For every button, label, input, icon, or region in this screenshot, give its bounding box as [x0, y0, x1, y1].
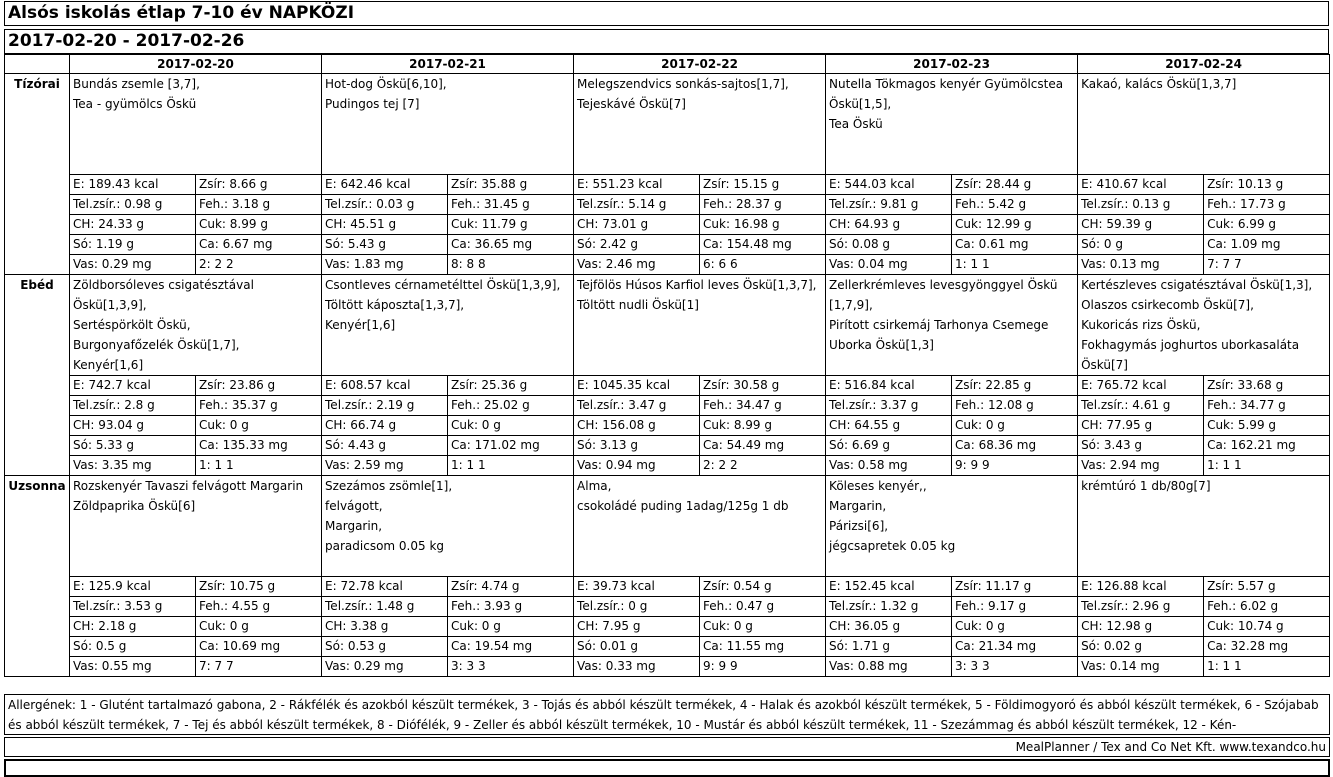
- nutrition-cell: 2: 2 2: [700, 456, 826, 476]
- nutrition-cell: E: 551.23 kcal: [574, 175, 700, 195]
- nutrition-cell: Zsír: 35.88 g: [448, 175, 574, 195]
- nutrition-cell: Só: 5.43 g: [322, 235, 448, 255]
- nutrition-cell: Feh.: 35.37 g: [196, 396, 322, 416]
- food-cell: [322, 275, 574, 376]
- nutrition-cell: 6: 6 6: [700, 255, 826, 275]
- nutrition-cell: CH: 64.55 g: [826, 416, 952, 436]
- nutrition-cell: CH: 93.04 g: [70, 416, 196, 436]
- food-line: Zellerkrémleves levesgyönggyel Öskü: [829, 278, 1058, 292]
- food-cell: [826, 275, 1078, 376]
- nutrition-cell: Ca: 1.09 mg: [1204, 235, 1330, 255]
- nutrition-cell: CH: 24.33 g: [70, 215, 196, 235]
- food-cell: [1078, 74, 1330, 175]
- food-line: Tea Öskü: [829, 117, 883, 131]
- food-cell: [322, 74, 574, 175]
- food-line: Sertéspörkölt Öskü,: [73, 318, 191, 332]
- nutrition-cell: Ca: 32.28 mg: [1204, 637, 1330, 657]
- nutrition-cell: Só: 5.33 g: [70, 436, 196, 456]
- nutrition-cell: Zsír: 28.44 g: [952, 175, 1078, 195]
- nutrition-cell: Zsír: 5.57 g: [1204, 577, 1330, 597]
- date-header: 2017-02-20: [70, 55, 322, 74]
- food-cell: [1078, 476, 1330, 577]
- nutrition-row: [5, 577, 1330, 597]
- meal-label: Uzsonna: [5, 476, 70, 677]
- food-line: Melegszendvics sonkás-sajtos[1,7],: [577, 77, 789, 91]
- food-cell: [826, 74, 1078, 175]
- nutrition-cell: E: 189.43 kcal: [70, 175, 196, 195]
- nutrition-cell: Só: 0.08 g: [826, 235, 952, 255]
- nutrition-cell: CH: 3.38 g: [322, 617, 448, 637]
- nutrition-cell: E: 410.67 kcal: [1078, 175, 1204, 195]
- nutrition-cell: Vas: 3.35 mg: [70, 456, 196, 476]
- nutrition-cell: E: 126.88 kcal: [1078, 577, 1204, 597]
- food-cell: [70, 74, 322, 175]
- nutrition-cell: Tel.zsír.: 9.81 g: [826, 195, 952, 215]
- nutrition-cell: Vas: 0.88 mg: [826, 657, 952, 677]
- nutrition-cell: Só: 3.43 g: [1078, 436, 1204, 456]
- food-line: Szezámos zsömle[1],: [325, 479, 453, 493]
- nutrition-cell: Só: 0.5 g: [70, 637, 196, 657]
- food-line: Kenyér[1,6]: [325, 318, 396, 332]
- nutrition-cell: Só: 1.71 g: [826, 637, 952, 657]
- nutrition-cell: Cuk: 16.98 g: [700, 215, 826, 235]
- nutrition-cell: E: 642.46 kcal: [322, 175, 448, 195]
- food-line: Párizsi[6],: [829, 519, 889, 533]
- nutrition-cell: Cuk: 6.99 g: [1204, 215, 1330, 235]
- food-line: Öskü[1,5],: [829, 97, 892, 111]
- food-cell: [574, 275, 826, 376]
- food-line: Pirított csirkemáj Tarhonya Csemege: [829, 318, 1049, 332]
- nutrition-cell: Só: 1.19 g: [70, 235, 196, 255]
- food-line: Köleses kenyér,,: [829, 479, 927, 493]
- date-header: 2017-02-21: [322, 55, 574, 74]
- nutrition-cell: E: 544.03 kcal: [826, 175, 952, 195]
- nutrition-cell: Só: 0.53 g: [322, 637, 448, 657]
- food-line: Öskü[7]: [1081, 358, 1128, 372]
- nutrition-row: [5, 637, 1330, 657]
- nutrition-cell: Zsír: 33.68 g: [1204, 376, 1330, 396]
- nutrition-cell: Zsír: 22.85 g: [952, 376, 1078, 396]
- nutrition-cell: Cuk: 5.99 g: [1204, 416, 1330, 436]
- nutrition-cell: Zsír: 0.54 g: [700, 577, 826, 597]
- nutrition-cell: Tel.zsír.: 3.47 g: [574, 396, 700, 416]
- nutrition-cell: Tel.zsír.: 0.13 g: [1078, 195, 1204, 215]
- nutrition-row: [5, 215, 1330, 235]
- nutrition-cell: Cuk: 0 g: [448, 416, 574, 436]
- food-line: Kertészleves csigatésztával Öskü[1,3],: [1081, 278, 1313, 292]
- nutrition-row: [5, 195, 1330, 215]
- nutrition-cell: Tel.zsír.: 5.14 g: [574, 195, 700, 215]
- nutrition-cell: E: 765.72 kcal: [1078, 376, 1204, 396]
- nutrition-cell: E: 742.7 kcal: [70, 376, 196, 396]
- meal-food-row: [5, 476, 1330, 577]
- food-cell: [574, 74, 826, 175]
- nutrition-cell: CH: 73.01 g: [574, 215, 700, 235]
- nutrition-cell: Vas: 0.29 mg: [70, 255, 196, 275]
- food-line: Margarin,: [325, 519, 383, 533]
- nutrition-cell: Tel.zsír.: 2.19 g: [322, 396, 448, 416]
- nutrition-cell: Vas: 2.46 mg: [574, 255, 700, 275]
- nutrition-cell: Tel.zsír.: 0.98 g: [70, 195, 196, 215]
- nutrition-cell: Ca: 135.33 mg: [196, 436, 322, 456]
- nutrition-cell: Ca: 6.67 mg: [196, 235, 322, 255]
- nutrition-cell: Cuk: 8.99 g: [700, 416, 826, 436]
- nutrition-cell: Vas: 0.14 mg: [1078, 657, 1204, 677]
- meal-label: Tízórai: [5, 74, 70, 275]
- nutrition-cell: Ca: 171.02 mg: [448, 436, 574, 456]
- date-header: 2017-02-23: [826, 55, 1078, 74]
- nutrition-cell: Cuk: 10.74 g: [1204, 617, 1330, 637]
- nutrition-cell: 7: 7 7: [196, 657, 322, 677]
- nutrition-cell: Tel.zsír.: 2.8 g: [70, 396, 196, 416]
- nutrition-cell: Feh.: 4.55 g: [196, 597, 322, 617]
- nutrition-cell: E: 125.9 kcal: [70, 577, 196, 597]
- nutrition-cell: E: 152.45 kcal: [826, 577, 952, 597]
- date-header: 2017-02-22: [574, 55, 826, 74]
- nutrition-cell: Feh.: 3.93 g: [448, 597, 574, 617]
- food-line: Fokhagymás joghurtos uborkasaláta: [1081, 338, 1300, 352]
- food-cell: [826, 476, 1078, 577]
- nutrition-cell: 7: 7 7: [1204, 255, 1330, 275]
- nutrition-cell: Ca: 10.69 mg: [196, 637, 322, 657]
- food-line: Tejeskávé Öskü[7]: [577, 97, 686, 111]
- nutrition-cell: 1: 1 1: [952, 255, 1078, 275]
- nutrition-cell: Zsír: 8.66 g: [196, 175, 322, 195]
- food-line: felvágott,: [325, 499, 383, 513]
- nutrition-cell: 2: 2 2: [196, 255, 322, 275]
- nutrition-cell: Cuk: 0 g: [700, 617, 826, 637]
- nutrition-cell: Feh.: 6.02 g: [1204, 597, 1330, 617]
- food-line: Olaszos csirkecomb Öskü[7],: [1081, 298, 1254, 312]
- footer-credit: MealPlanner / Tex and Co Net Kft. www.texandco.hu: [4, 737, 1330, 757]
- nutrition-row: [5, 456, 1330, 476]
- food-line: Bundás zsemle [3,7],: [73, 77, 200, 91]
- food-line: krémtúró 1 db/80g[7]: [1081, 479, 1211, 493]
- nutrition-cell: Cuk: 8.99 g: [196, 215, 322, 235]
- nutrition-cell: 3: 3 3: [952, 657, 1078, 677]
- nutrition-cell: 1: 1 1: [1204, 657, 1330, 677]
- nutrition-cell: Tel.zsír.: 1.48 g: [322, 597, 448, 617]
- food-line: Hot-dog Öskü[6,10],: [325, 77, 447, 91]
- nutrition-cell: Cuk: 11.79 g: [448, 215, 574, 235]
- nutrition-cell: Vas: 0.58 mg: [826, 456, 952, 476]
- nutrition-cell: Feh.: 3.18 g: [196, 195, 322, 215]
- food-line: jégcsapretek 0.05 kg: [829, 539, 956, 553]
- nutrition-cell: Ca: 162.21 mg: [1204, 436, 1330, 456]
- nutrition-row: [5, 175, 1330, 195]
- nutrition-cell: Zsír: 11.17 g: [952, 577, 1078, 597]
- nutrition-row: [5, 235, 1330, 255]
- nutrition-cell: Zsír: 10.75 g: [196, 577, 322, 597]
- nutrition-cell: Feh.: 31.45 g: [448, 195, 574, 215]
- nutrition-row: [5, 657, 1330, 677]
- nutrition-cell: Feh.: 28.37 g: [700, 195, 826, 215]
- nutrition-cell: CH: 156.08 g: [574, 416, 700, 436]
- nutrition-cell: CH: 2.18 g: [70, 617, 196, 637]
- empty-bottom-row: [4, 759, 1330, 777]
- nutrition-cell: E: 1045.35 kcal: [574, 376, 700, 396]
- meal-food-row: [5, 275, 1330, 376]
- nutrition-cell: CH: 12.98 g: [1078, 617, 1204, 637]
- food-line: Csontleves cérnametélttel Öskü[1,3,9],: [325, 278, 561, 292]
- nutrition-cell: Vas: 0.33 mg: [574, 657, 700, 677]
- nutrition-cell: Ca: 36.65 mg: [448, 235, 574, 255]
- nutrition-cell: Zsír: 30.58 g: [700, 376, 826, 396]
- nutrition-cell: CH: 64.93 g: [826, 215, 952, 235]
- nutrition-cell: Tel.zsír.: 0 g: [574, 597, 700, 617]
- food-line: Rozskenyér Tavaszi felvágott Margarin: [73, 479, 304, 493]
- nutrition-row: [5, 255, 1330, 275]
- food-line: Nutella Tökmagos kenyér Gyümölcstea: [829, 77, 1064, 91]
- food-cell: [1078, 275, 1330, 376]
- nutrition-cell: Tel.zsír.: 3.37 g: [826, 396, 952, 416]
- food-line: Tejfölös Húsos Karfiol leves Öskü[1,3,7],: [577, 278, 817, 292]
- allergen-legend: Allergének: 1 - Glutént tartalmazó gabona, 2 - Rákfélék és azokból készült termékek, 3 - Tojás és abból készült termékek, 4 - Halak és azokból készült termékek, 5 - Földimogyoró és abból készült termékek, 6 - Szójabab és abból készült termékek, 7 - Tej és abból készült termékek, 8 - Diófélék, 9 - Zeller és abból készült termékek, 10 - Mustár és abból készült termékek, 11 - Szezámmag és abból készült termékek, 12 - Kén-: [4, 694, 1330, 735]
- food-cell: [322, 476, 574, 577]
- nutrition-cell: Só: 0.02 g: [1078, 637, 1204, 657]
- nutrition-row: [5, 617, 1330, 637]
- nutrition-cell: Feh.: 12.08 g: [952, 396, 1078, 416]
- nutrition-cell: Tel.zsír.: 3.53 g: [70, 597, 196, 617]
- nutrition-cell: 8: 8 8: [448, 255, 574, 275]
- nutrition-cell: Tel.zsír.: 4.61 g: [1078, 396, 1204, 416]
- food-line: Burgonyafőzelék Öskü[1,7],: [73, 338, 240, 352]
- food-line: paradicsom 0.05 kg: [325, 539, 445, 553]
- nutrition-cell: E: 516.84 kcal: [826, 376, 952, 396]
- nutrition-cell: 1: 1 1: [196, 456, 322, 476]
- food-line: Töltött nudli Öskü[1]: [577, 298, 699, 312]
- food-line: Kakaó, kalács Öskü[1,3,7]: [1081, 77, 1237, 91]
- nutrition-cell: Feh.: 17.73 g: [1204, 195, 1330, 215]
- nutrition-row: [5, 436, 1330, 456]
- date-header: 2017-02-24: [1078, 55, 1330, 74]
- nutrition-cell: Feh.: 34.77 g: [1204, 396, 1330, 416]
- nutrition-cell: 3: 3 3: [448, 657, 574, 677]
- food-line: Kenyér[1,6]: [73, 358, 144, 372]
- nutrition-cell: Cuk: 0 g: [448, 617, 574, 637]
- food-line: csokoládé puding 1adag/125g 1 db: [577, 499, 789, 513]
- food-cell: [574, 476, 826, 577]
- nutrition-cell: 9: 9 9: [700, 657, 826, 677]
- nutrition-cell: Ca: 19.54 mg: [448, 637, 574, 657]
- nutrition-cell: Zsír: 23.86 g: [196, 376, 322, 396]
- nutrition-cell: CH: 77.95 g: [1078, 416, 1204, 436]
- nutrition-cell: Só: 2.42 g: [574, 235, 700, 255]
- food-line: Zöldpaprika Öskü[6]: [73, 499, 196, 513]
- nutrition-cell: Ca: 154.48 mg: [700, 235, 826, 255]
- nutrition-cell: Tel.zsír.: 2.96 g: [1078, 597, 1204, 617]
- nutrition-cell: Cuk: 0 g: [196, 416, 322, 436]
- date-header-row: [5, 55, 1330, 74]
- nutrition-cell: 1: 1 1: [448, 456, 574, 476]
- nutrition-cell: Tel.zsír.: 0.03 g: [322, 195, 448, 215]
- nutrition-cell: 1: 1 1: [1204, 456, 1330, 476]
- nutrition-cell: Ca: 68.36 mg: [952, 436, 1078, 456]
- meal-food-row: [5, 74, 1330, 175]
- food-cell: [70, 476, 322, 577]
- food-line: Alma,: [577, 479, 612, 493]
- food-line: Kukoricás rizs Öskü,: [1081, 318, 1201, 332]
- nutrition-cell: Cuk: 0 g: [196, 617, 322, 637]
- food-line: Töltött káposzta[1,3,7],: [325, 298, 465, 312]
- nutrition-cell: Só: 3.13 g: [574, 436, 700, 456]
- food-cell: [70, 275, 322, 376]
- nutrition-cell: 9: 9 9: [952, 456, 1078, 476]
- nutrition-cell: E: 39.73 kcal: [574, 577, 700, 597]
- nutrition-cell: CH: 66.74 g: [322, 416, 448, 436]
- nutrition-cell: Zsír: 4.74 g: [448, 577, 574, 597]
- nutrition-cell: Vas: 0.29 mg: [322, 657, 448, 677]
- food-line: Margarin,: [829, 499, 887, 513]
- nutrition-cell: Zsír: 15.15 g: [700, 175, 826, 195]
- nutrition-row: [5, 416, 1330, 436]
- nutrition-cell: Feh.: 0.47 g: [700, 597, 826, 617]
- nutrition-cell: Vas: 0.94 mg: [574, 456, 700, 476]
- nutrition-cell: E: 72.78 kcal: [322, 577, 448, 597]
- food-line: Uborka Öskü[1,3]: [829, 338, 934, 352]
- nutrition-cell: Só: 0.01 g: [574, 637, 700, 657]
- nutrition-row: [5, 396, 1330, 416]
- nutrition-cell: Zsír: 25.36 g: [448, 376, 574, 396]
- nutrition-cell: Vas: 0.13 mg: [1078, 255, 1204, 275]
- nutrition-cell: Feh.: 34.47 g: [700, 396, 826, 416]
- nutrition-cell: Só: 6.69 g: [826, 436, 952, 456]
- nutrition-cell: Vas: 2.94 mg: [1078, 456, 1204, 476]
- nutrition-cell: Ca: 54.49 mg: [700, 436, 826, 456]
- nutrition-cell: Tel.zsír.: 1.32 g: [826, 597, 952, 617]
- nutrition-cell: Só: 4.43 g: [322, 436, 448, 456]
- nutrition-cell: Só: 0 g: [1078, 235, 1204, 255]
- nutrition-cell: Ca: 0.61 mg: [952, 235, 1078, 255]
- page-title: Alsós iskolás étlap 7-10 év NAPKÖZI: [4, 1, 1329, 26]
- corner-cell: [5, 55, 70, 74]
- date-range: 2017-02-20 - 2017-02-26: [4, 29, 1329, 54]
- food-line: Zöldborsóleves csigatésztával: [73, 278, 254, 292]
- nutrition-cell: CH: 45.51 g: [322, 215, 448, 235]
- nutrition-cell: CH: 36.05 g: [826, 617, 952, 637]
- menu-table: [4, 54, 1330, 677]
- nutrition-cell: Cuk: 12.99 g: [952, 215, 1078, 235]
- nutrition-cell: CH: 59.39 g: [1078, 215, 1204, 235]
- nutrition-cell: Ca: 11.55 mg: [700, 637, 826, 657]
- nutrition-cell: Feh.: 5.42 g: [952, 195, 1078, 215]
- nutrition-cell: Feh.: 9.17 g: [952, 597, 1078, 617]
- nutrition-cell: CH: 7.95 g: [574, 617, 700, 637]
- nutrition-row: [5, 597, 1330, 617]
- food-line: Pudingos tej [7]: [325, 97, 420, 111]
- nutrition-row: [5, 376, 1330, 396]
- nutrition-cell: Vas: 0.55 mg: [70, 657, 196, 677]
- nutrition-cell: E: 608.57 kcal: [322, 376, 448, 396]
- nutrition-cell: Cuk: 0 g: [952, 416, 1078, 436]
- meal-label: Ebéd: [5, 275, 70, 476]
- nutrition-cell: Vas: 0.04 mg: [826, 255, 952, 275]
- nutrition-cell: Ca: 21.34 mg: [952, 637, 1078, 657]
- nutrition-cell: Cuk: 0 g: [952, 617, 1078, 637]
- nutrition-cell: Feh.: 25.02 g: [448, 396, 574, 416]
- nutrition-cell: Vas: 2.59 mg: [322, 456, 448, 476]
- nutrition-cell: Vas: 1.83 mg: [322, 255, 448, 275]
- nutrition-cell: Zsír: 10.13 g: [1204, 175, 1330, 195]
- food-line: Tea - gyümölcs Öskü: [73, 97, 197, 111]
- food-line: Öskü[1,3,9],: [73, 298, 147, 312]
- food-line: [1,7,9],: [829, 298, 873, 312]
